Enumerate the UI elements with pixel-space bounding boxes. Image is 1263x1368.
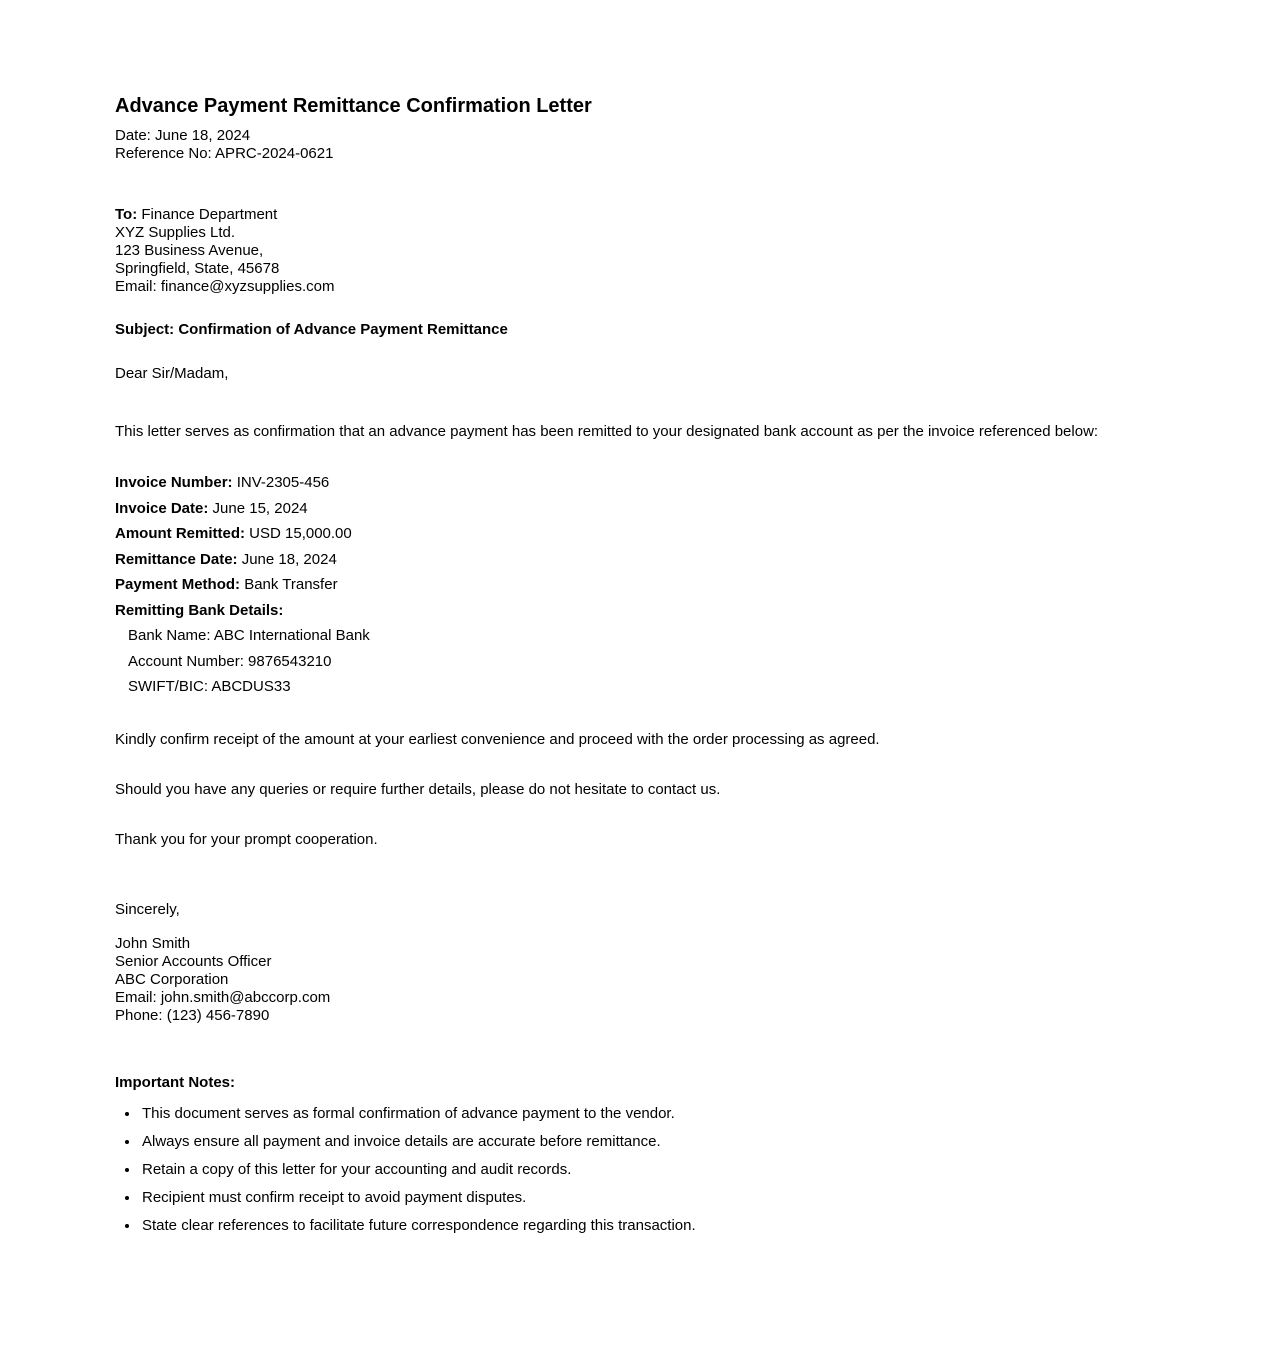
detail-label: Remittance Date: — [115, 550, 238, 568]
detail-row — [115, 547, 1148, 573]
payment-details-block — [115, 470, 1148, 700]
detail-label: Amount Remitted: — [115, 525, 245, 542]
intro-paragraph: This letter serves as confirmation that an advance payment has been remitted to your designated bank account as per the invoice referenced below: — [115, 423, 1099, 440]
body-paragraph-thanks: Thank you for your prompt cooperation. — [115, 830, 378, 848]
subject-line: Subject: Confirmation of Advance Payment Remittance — [115, 321, 508, 338]
detail-value: June 18, 2024 — [241, 550, 337, 568]
bank-detail-line: Bank Name: ABC International Bank — [128, 627, 370, 644]
date-line: Date: June 18, 2024 — [115, 127, 251, 144]
note-item: • Retain a copy of this letter for your accounting and audit records. — [140, 1161, 1148, 1179]
detail-row — [115, 572, 1148, 598]
detail-row — [115, 496, 1148, 522]
letter-title: Advance Payment Remittance Confirmation Letter — [115, 95, 592, 117]
detail-label: Invoice Number: — [115, 474, 233, 491]
body-paragraph-confirm-receipt: Kindly confirm receipt of the amount at your earliest convenience and proceed with the order processing as agreed. — [115, 730, 880, 748]
bank-details-heading: Remitting Bank Details: — [115, 601, 284, 619]
detail-row — [115, 521, 1148, 547]
detail-value: INV-2305-456 — [236, 474, 330, 491]
recipient-line: XYZ Supplies Ltd. — [115, 224, 236, 241]
signature-title: Senior Accounts Officer — [115, 952, 272, 970]
reference-line: Reference No: APRC-2024-0621 — [115, 145, 334, 162]
detail-label: Payment Method: — [115, 576, 241, 593]
note-item: • Always ensure all payment and invoice details are accurate before remittance. — [140, 1133, 1148, 1151]
detail-label: Invoice Date: — [115, 499, 209, 517]
signature-block — [115, 935, 1148, 1025]
signature-company: ABC Corporation — [115, 970, 229, 988]
recipient-name: Finance Department — [141, 206, 278, 223]
detail-value: June 15, 2024 — [212, 499, 308, 517]
recipient-line: Email: finance@xyzsupplies.com — [115, 278, 335, 295]
recipient-line: 123 Business Avenue, — [115, 242, 264, 259]
closing: Sincerely, — [115, 900, 180, 918]
notes-heading: Important Notes: — [115, 1073, 235, 1091]
note-item: • This document serves as formal confirmation of advance payment to the vendor. — [140, 1105, 1148, 1123]
recipient-line: Springfield, State, 45678 — [115, 260, 280, 277]
signature-email: Email: john.smith@abccorp.com — [115, 988, 331, 1006]
note-item: • Recipient must confirm receipt to avoid payment disputes. — [140, 1189, 1148, 1207]
signature-phone: Phone: (123) 456-7890 — [115, 1006, 270, 1024]
signature-name: John Smith — [115, 934, 191, 952]
recipient-to-line — [115, 206, 1148, 224]
detail-row — [115, 470, 1148, 496]
letter-meta — [115, 127, 1148, 163]
recipient-block — [115, 206, 1148, 296]
body-paragraph-queries: Should you have any queries or require further details, please do not hesitate to contact us. — [115, 780, 721, 798]
bank-detail-line: Account Number: 9876543210 — [128, 652, 332, 670]
salutation: Dear Sir/Madam, — [115, 365, 229, 382]
bank-detail-line: SWIFT/BIC: ABCDUS33 — [128, 678, 291, 695]
notes-list — [115, 1105, 1148, 1235]
detail-value: USD 15,000.00 — [249, 525, 352, 542]
note-item: • State clear references to facilitate future correspondence regarding this transaction. — [140, 1217, 1148, 1235]
detail-value: Bank Transfer — [244, 576, 338, 593]
letter-content — [115, 95, 1148, 1235]
to-label: To: — [115, 206, 138, 223]
